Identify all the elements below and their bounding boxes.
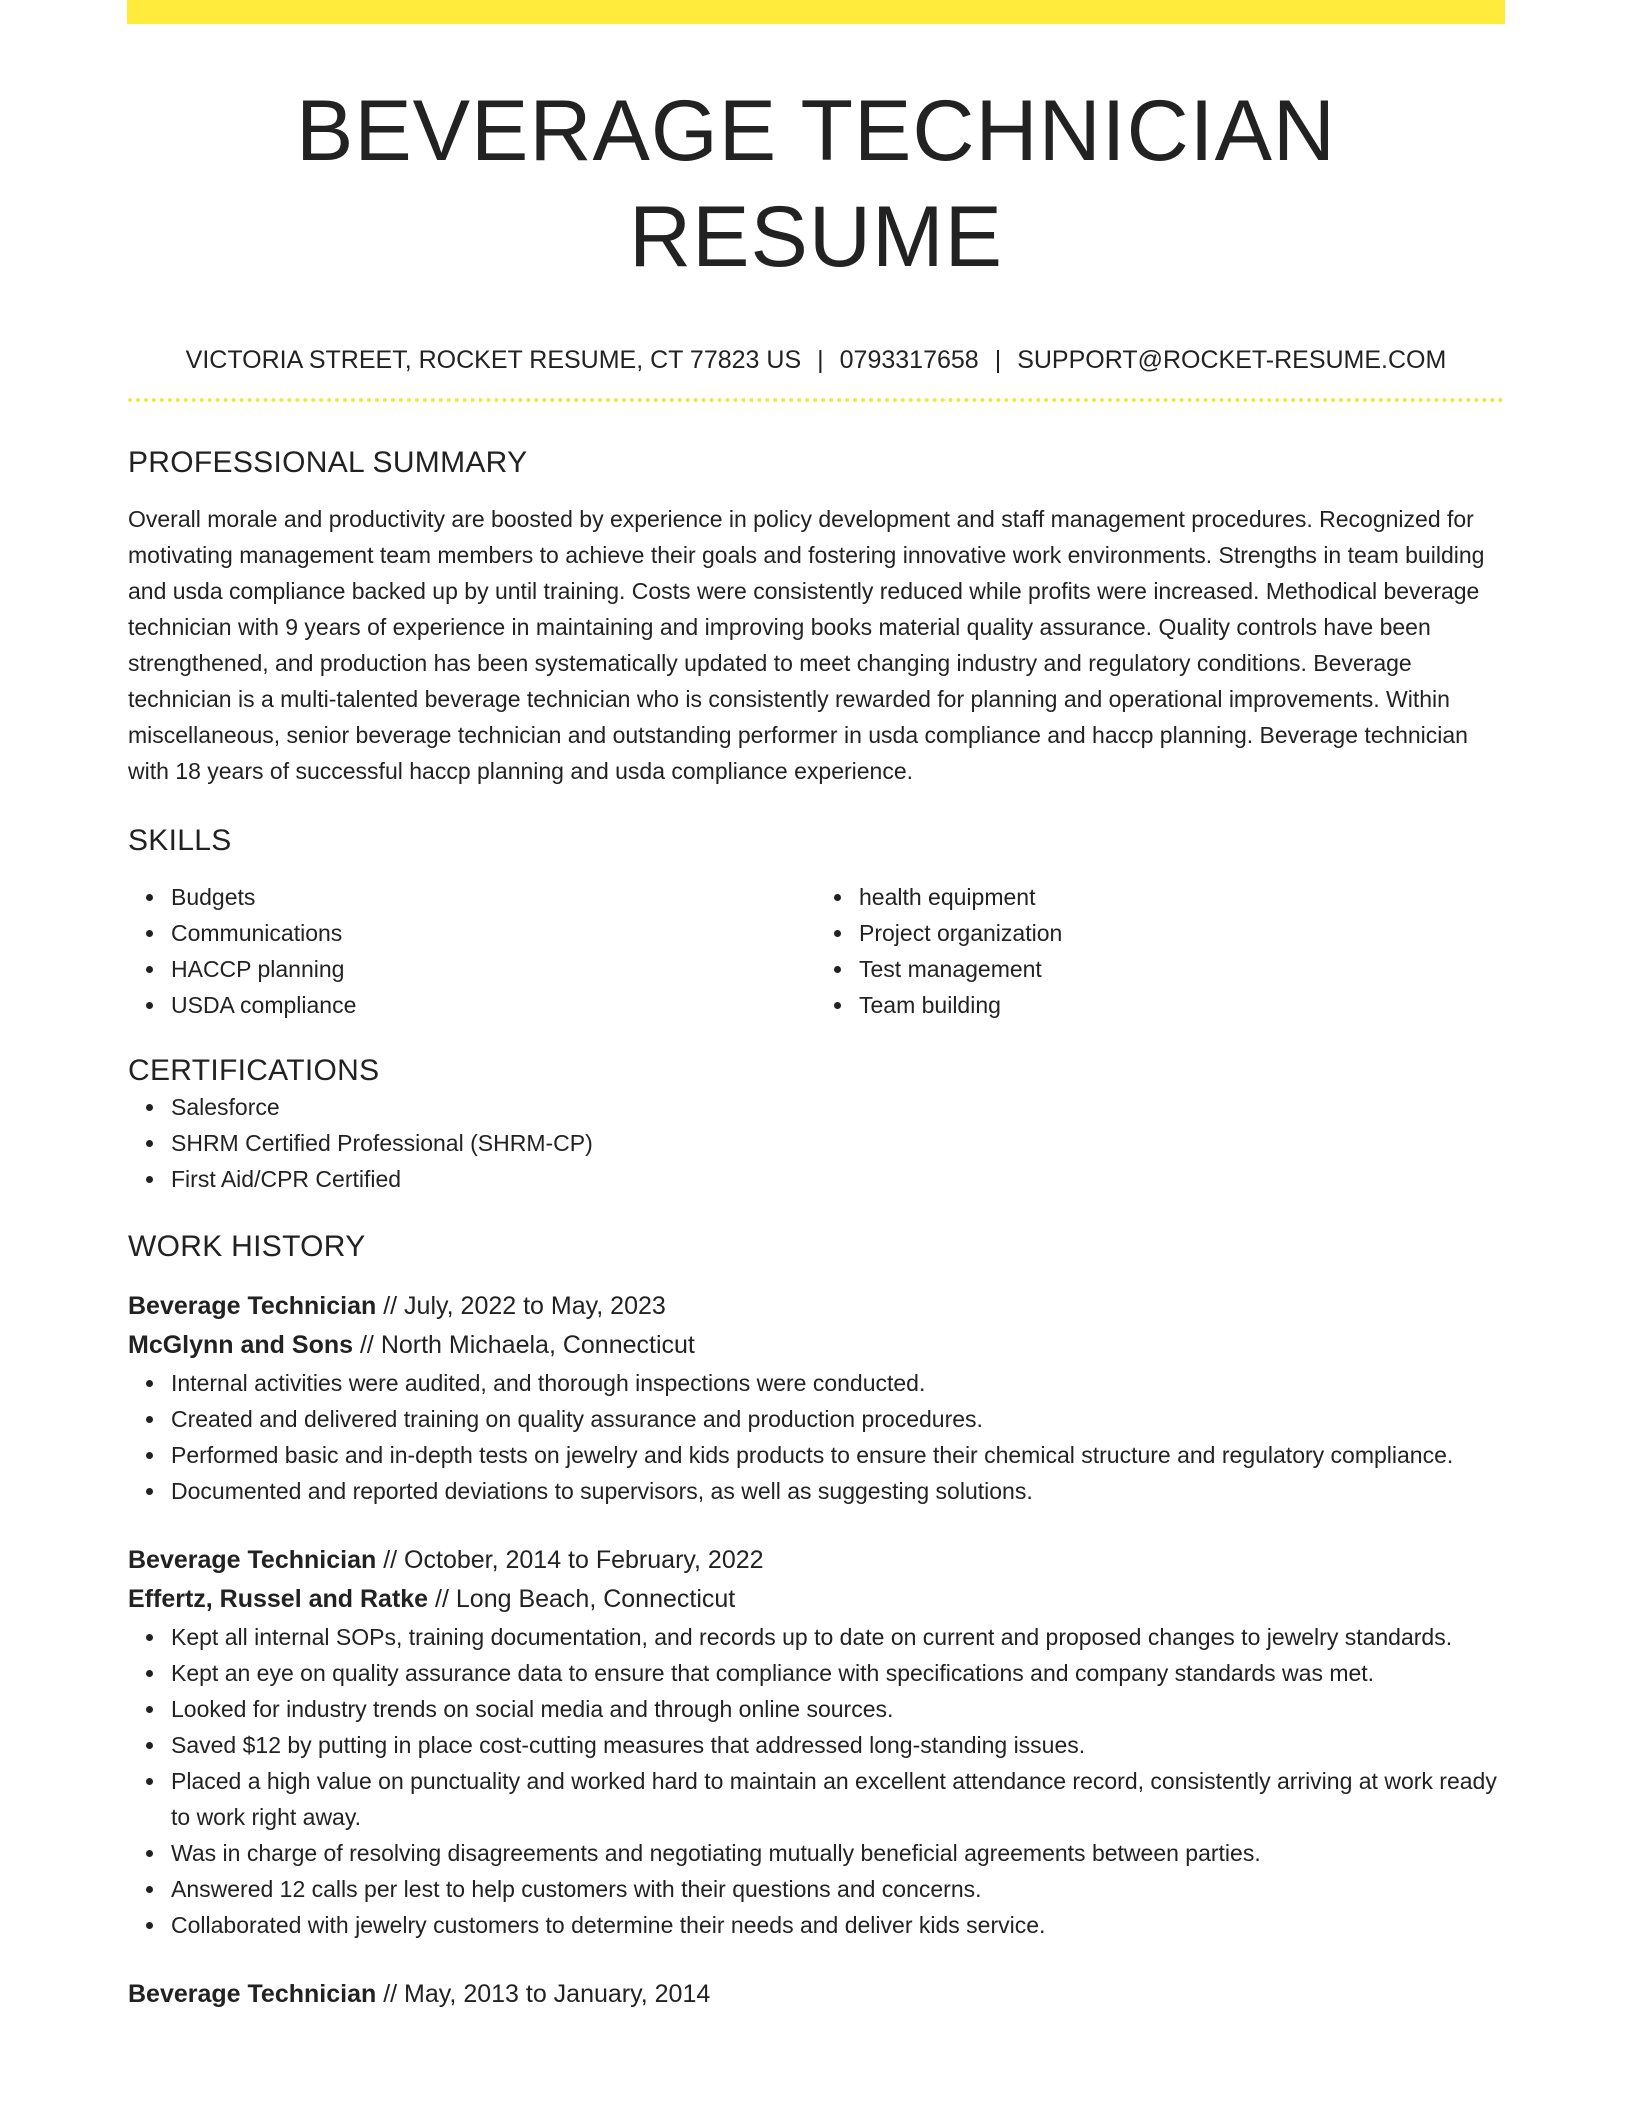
summary-text: Overall morale and productivity are boosted by experience in policy development and staff management procedures. Recognized for motivating management team members to achieve their goals and fostering innovative work environments. Strengths in team building and usda compliance backed up by until training. Costs were consistently reduced while profits were increased. Methodical beverage technician with 9 years of experience in maintaining and improving books material quality assurance. Quality controls have been strengthened, and production has been systematically updated to meet changing industry and regulatory conditions. Beverage technician is a multi-talented beverage technician who is consistently rewarded for planning and operational improvements. Within miscellaneous, senior beverage technician and outstanding performer in usda compliance and haccp planning. Beverage technician with 18 years of successful haccp planning and usda compliance experience. [128, 506, 1485, 784]
skills-column-left [128, 879, 816, 1023]
job-title-line [128, 1541, 1504, 1580]
contact-email: SUPPORT@ROCKET-RESUME.COM [1017, 346, 1447, 374]
job-dates: // July, 2022 to May, 2023 [383, 1292, 666, 1320]
job-bullet: Documented and reported deviations to supervisors, as well as suggesting solutions. [171, 1473, 1504, 1509]
job-bullet: Kept an eye on quality assurance data to ensure that compliance with specifications and company standards was met. [171, 1655, 1504, 1691]
job-location: // Long Beach, Connecticut [435, 1585, 736, 1613]
job-title: Beverage Technician [128, 1292, 377, 1320]
job-location: // North Michaela, Connecticut [359, 1331, 695, 1359]
certifications-heading: CERTIFICATIONS [128, 1054, 380, 1087]
contact-line [128, 345, 1504, 375]
job-bullet: Saved $12 by putting in place cost-cutting measures that addressed long-standing issues. [171, 1727, 1504, 1763]
job-company: Effertz, Russel and Ratke [128, 1585, 429, 1613]
certification-item: First Aid/CPR Certified [171, 1161, 1504, 1197]
job-bullet: Was in charge of resolving disagreements and negotiating mutually beneficial agreements between parties. [171, 1835, 1504, 1871]
contact-address: VICTORIA STREET, ROCKET RESUME, CT 77823 US [185, 346, 802, 374]
skill-item: Budgets [171, 879, 816, 915]
job-title-line [128, 1287, 1504, 1326]
skills-heading: SKILLS [128, 824, 232, 857]
job-bullet: Kept all internal SOPs, training documentation, and records up to date on current and proposed changes to jewelry standards. [171, 1619, 1504, 1655]
contact-separator: | [817, 346, 824, 374]
job-title: Beverage Technician [128, 1546, 377, 1574]
resume-title: BEVERAGE TECHNICIAN RESUME [295, 83, 1337, 285]
job-bullets [128, 1365, 1504, 1509]
job-bullets [128, 1619, 1504, 1943]
job-entry [128, 1287, 1504, 1509]
certification-item: SHRM Certified Professional (SHRM-CP) [171, 1125, 1504, 1161]
job-dates: // October, 2014 to February, 2022 [383, 1546, 764, 1574]
job-bullet: Performed basic and in-depth tests on jewelry and kids products to ensure their chemical structure and regulatory compliance. [171, 1437, 1504, 1473]
skill-item: Communications [171, 915, 816, 951]
job-company: McGlynn and Sons [128, 1331, 354, 1359]
resume-content [128, 0, 1504, 2014]
job-bullet: Created and delivered training on quality assurance and production procedures. [171, 1401, 1504, 1437]
job-bullet: Placed a high value on punctuality and worked hard to maintain an excellent attendance record, consistently arriving at work ready to work right away. [171, 1763, 1504, 1835]
summary-heading: PROFESSIONAL SUMMARY [128, 446, 528, 479]
job-title-line [128, 1975, 1504, 2014]
skill-item: health equipment [859, 879, 1504, 915]
job-entry [128, 1541, 1504, 1943]
skill-item: Test management [859, 951, 1504, 987]
certification-item: Salesforce [171, 1089, 1504, 1125]
job-bullet: Answered 12 calls per lest to help customers with their questions and concerns. [171, 1871, 1504, 1907]
skill-item: USDA compliance [171, 987, 816, 1023]
skill-item: Team building [859, 987, 1504, 1023]
skill-item: Project organization [859, 915, 1504, 951]
job-bullet: Internal activities were audited, and thorough inspections were conducted. [171, 1365, 1504, 1401]
job-dates: // May, 2013 to January, 2014 [383, 1980, 711, 2008]
job-bullet: Collaborated with jewelry customers to determine their needs and deliver kids service. [171, 1907, 1504, 1943]
work-history-heading: WORK HISTORY [128, 1230, 366, 1263]
contact-phone: 0793317658 [839, 346, 979, 374]
job-title: Beverage Technician [128, 1980, 377, 2008]
job-company-line [128, 1580, 1504, 1619]
certifications-list [128, 1089, 1504, 1197]
job-company-line [128, 1326, 1504, 1365]
skills-list [128, 879, 1504, 1023]
contact-separator: | [994, 346, 1002, 374]
job-bullet: Looked for industry trends on social media and through online sources. [171, 1691, 1504, 1727]
job-entry [128, 1975, 1504, 2014]
skill-item: HACCP planning [171, 951, 816, 987]
skills-column-right [816, 879, 1504, 1023]
header-divider [128, 398, 1504, 402]
